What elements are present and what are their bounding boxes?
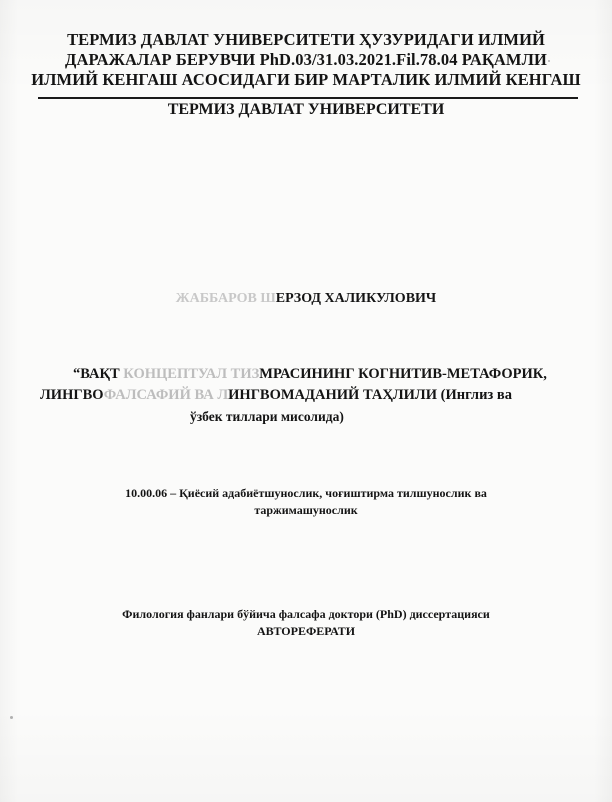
- degree-line-2: АВТОРЕФЕРАТИ: [256, 624, 356, 638]
- degree-statement: [0, 606, 612, 640]
- degree-line-1: Филология фанлари бўйича фалсафа доктори (PhD) диссертацияси: [122, 607, 490, 621]
- title-line-1-faded: КОНЦЕПТУАЛ ТИЗ: [119, 366, 260, 382]
- title-line-1: [40, 364, 580, 385]
- council-header-line-1: ТЕРМИЗ ДАВЛАТ УНИВЕРСИТЕТИ ҲУЗУРИДАГИ ИЛМИЙ: [67, 30, 545, 49]
- specialty-line-1: 10.00.06 – Қиёсий адабиётшунослик, чоғиштирма тилшунослик ва: [125, 486, 487, 500]
- author-name-faded: ЖАББАРОВ Ш: [175, 291, 276, 306]
- title-line-2-start: ЛИНГВО: [40, 387, 104, 403]
- title-line-3: [40, 406, 580, 427]
- council-header: [22, 30, 590, 90]
- title-line-1-start: “ВАҚТ: [73, 366, 120, 382]
- title-line-3-end: ўзбек тиллари мисолида): [190, 409, 344, 424]
- author-name: [0, 290, 612, 308]
- specialty-line-2: таржимашунослик: [254, 503, 358, 517]
- specialty-code: [0, 485, 612, 519]
- title-line-2-end: ИНГВОМАДАНИЙ ТАҲЛИЛИ (Инглиз ва: [228, 387, 512, 403]
- dissertation-title: [40, 364, 580, 427]
- title-line-2-faded: ФАЛСАФИЙ ВА Л: [103, 387, 229, 403]
- header-divider: [38, 97, 578, 99]
- title-line-1-end: МРАСИНИНГ КОГНИТИВ-МЕТАФОРИК,: [259, 366, 547, 382]
- scan-speck: [548, 60, 550, 62]
- council-header-line-2: ДАРАЖАЛАР БЕРУВЧИ PhD.03/31.03.2021.Fil.78.04 РАҚАМЛИ: [65, 50, 547, 69]
- council-header-line-3: ИЛМИЙ КЕНГАШ АСОСИДАГИ БИР МАРТАЛИК ИЛМИЙ КЕНГАШ: [31, 70, 581, 89]
- university-name: ТЕРМИЗ ДАВЛАТ УНИВЕРСИТЕТИ: [167, 101, 445, 118]
- scan-speck: [10, 716, 13, 719]
- author-name-visible: ЕРЗОД ХАЛИКУЛОВИЧ: [275, 291, 437, 306]
- title-line-2: [40, 385, 580, 406]
